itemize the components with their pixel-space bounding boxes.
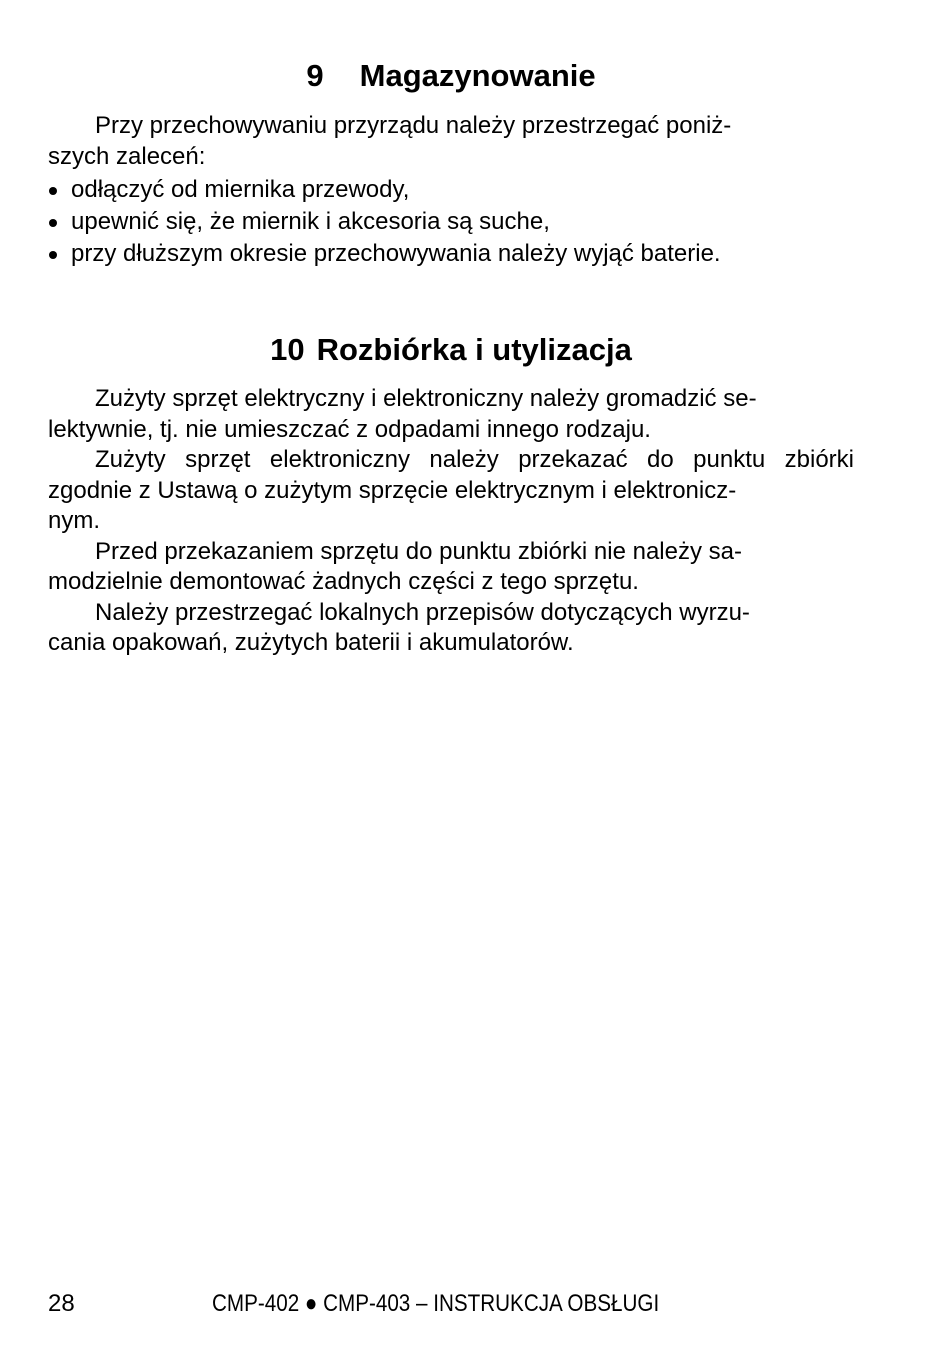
storage-bullet-list	[48, 174, 854, 270]
bullet-item: odłączyć od miernika przewody,	[48, 174, 854, 206]
section-9-intro: Przy przechowywaniu przyrządu należy przestrzegać poniż- szych zaleceń:	[48, 112, 732, 170]
section-10-heading	[48, 330, 854, 370]
paragraph: Przed przekazaniem sprzętu do punktu zbiórki nie należy sa- modzielnie demontować żadnych części z tego sprzętu.	[48, 537, 742, 595]
footer-title: CMP-402 ● CMP-403 – INSTRUKCJA OBSŁUGI	[212, 1290, 660, 1317]
bullet-icon	[49, 187, 57, 195]
page-footer	[48, 1290, 854, 1322]
bullet-icon	[49, 251, 57, 259]
bullet-icon	[49, 219, 57, 227]
section-9-body	[48, 111, 854, 270]
section-10-number: 10	[270, 332, 305, 367]
section-9-heading	[48, 56, 854, 96]
bullet-item: upewnić się, że miernik i akcesoria są suche,	[48, 206, 854, 238]
section-10-body	[48, 384, 854, 659]
paragraph: Należy przestrzegać lokalnych przepisów dotyczących wyrzu- cania opakowań, zużytych baterii i akumulatorów.	[48, 598, 750, 656]
bullet-item: przy dłuższym okresie przechowywania należy wyjąć baterie.	[48, 238, 854, 270]
page-number: 28	[48, 1290, 75, 1317]
section-9-title: Magazynowanie	[359, 58, 596, 93]
section-10-title: Rozbiórka i utylizacja	[316, 332, 632, 367]
paragraph: Zużyty sprzęt elektroniczny należy przekazać do punktu zbiórki zgodnie z Ustawą o zużytym sprzęcie elektrycznym i elektronicz- nym.	[48, 446, 854, 534]
paragraph: Zużyty sprzęt elektryczny i elektroniczny należy gromadzić se- lektywnie, tj. nie umieszczać z odpadami innego rodzaju.	[48, 385, 757, 443]
section-9-number: 9	[306, 58, 324, 93]
